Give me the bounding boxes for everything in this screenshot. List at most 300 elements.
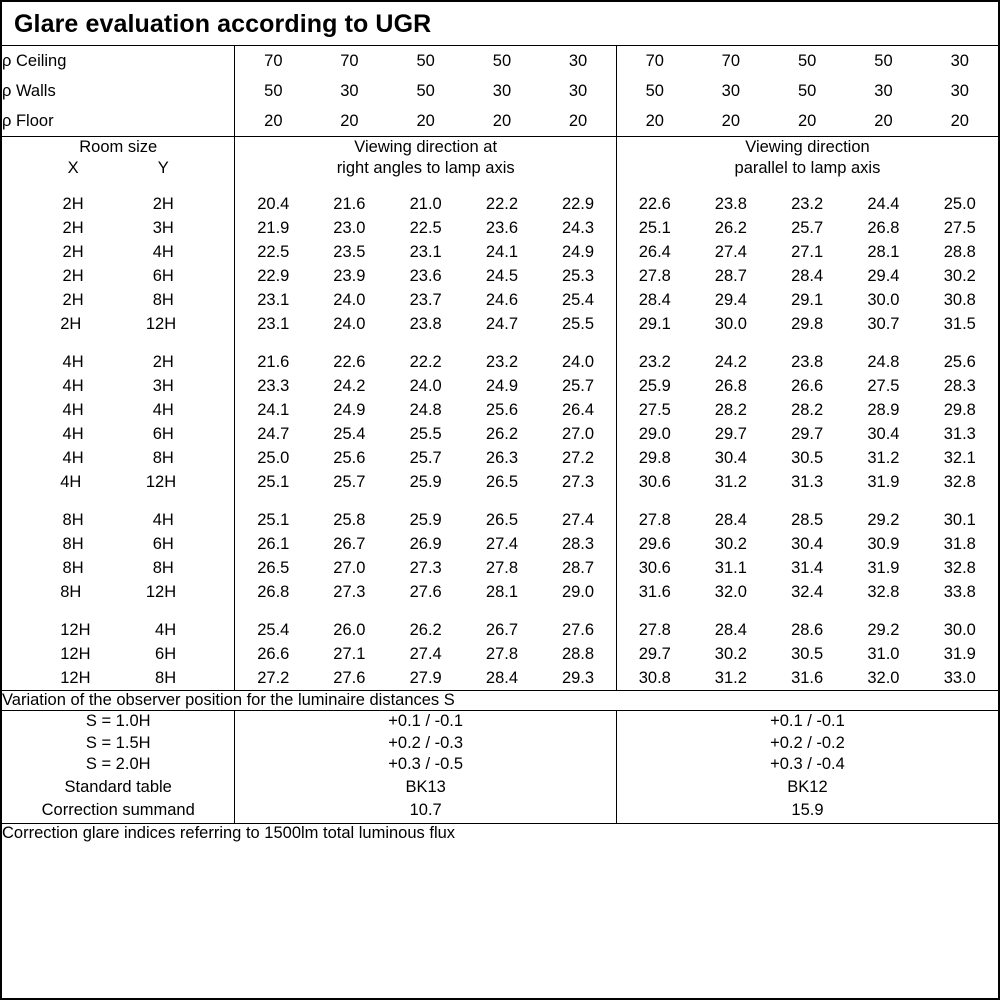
- ugr-value: 31.3: [943, 424, 976, 443]
- room-y: 12H: [145, 314, 177, 333]
- ugr-value: 30.2: [714, 534, 747, 553]
- table-row: [2, 240, 998, 264]
- room-y: 12H: [145, 582, 177, 601]
- ugr-value: 31.9: [867, 472, 900, 491]
- spacer-cell: [845, 604, 921, 618]
- ugr-value: 30.6: [638, 472, 671, 491]
- room-y: 6H: [152, 266, 174, 285]
- ugr-value: 33.8: [943, 582, 976, 601]
- ugr-value: 22.6: [333, 352, 366, 371]
- spacer-cell: [464, 604, 540, 618]
- ugr-value: 33.0: [943, 668, 976, 687]
- room-x: 2H: [62, 266, 84, 285]
- ugr-value: 28.5: [791, 510, 824, 529]
- ugr-value: 27.2: [235, 666, 311, 691]
- walls-value: 30: [874, 81, 893, 100]
- ugr-value: 23.9: [333, 266, 366, 285]
- page-title: Glare evaluation according to UGR: [14, 10, 432, 38]
- ugr-value: 27.6: [540, 618, 616, 642]
- table-row: [2, 642, 998, 666]
- ugr-value: 30.0: [714, 314, 747, 333]
- spacer-cell: [540, 178, 616, 192]
- floor-value: 20: [721, 111, 741, 130]
- ugr-value: 23.7: [409, 290, 442, 309]
- row-label-floor: ρ Floor: [2, 111, 54, 130]
- room-y: 4H: [152, 400, 174, 419]
- footer-note: Correction glare indices referring to 1500lm total luminous flux: [2, 824, 456, 843]
- ugr-value: 27.4: [409, 644, 442, 663]
- room-size-cell: [2, 446, 235, 470]
- ugr-value: 27.4: [714, 242, 747, 261]
- standard-table-label: Standard table: [64, 777, 172, 796]
- room-x: 4H: [60, 472, 82, 491]
- spacer-cell: [311, 336, 387, 350]
- variation-label: S = 1.0H: [85, 712, 151, 731]
- spacer-cell: [922, 494, 998, 508]
- ugr-value: 24.0: [409, 376, 442, 395]
- ceiling-value: 50: [492, 51, 512, 70]
- room-y: 4H: [152, 242, 174, 261]
- ugr-value: 27.3: [333, 582, 366, 601]
- floor-value: 20: [645, 111, 664, 130]
- ugr-value: 25.7: [540, 374, 616, 398]
- ugr-value: 25.8: [333, 510, 366, 529]
- ugr-value: 26.7: [485, 620, 519, 639]
- ugr-value: 31.4: [791, 558, 824, 577]
- ugr-value: 24.1: [235, 398, 311, 422]
- ugr-value: 27.0: [333, 558, 366, 577]
- spacer-row: [2, 604, 998, 618]
- spacer-cell: [540, 336, 616, 350]
- reflectance-row-ceiling: [2, 46, 998, 76]
- ugr-value: 29.1: [791, 290, 824, 309]
- ugr-value: 29.8: [638, 448, 671, 467]
- ugr-value: 26.6: [235, 642, 311, 666]
- ugr-value: 25.5: [409, 424, 442, 443]
- table-row: [2, 374, 998, 398]
- spacer-cell: [693, 178, 769, 192]
- ugr-value: 30.8: [943, 290, 976, 309]
- ugr-value: 26.6: [791, 376, 824, 395]
- ugr-value: 27.0: [540, 422, 616, 446]
- room-x: 2H: [62, 242, 84, 261]
- row-label-ceiling: ρ Ceiling: [2, 51, 67, 70]
- walls-value: 30: [950, 81, 969, 100]
- ceiling-value: 30: [540, 46, 616, 76]
- table-row: [2, 446, 998, 470]
- table-row: [2, 216, 998, 240]
- room-x: 12H: [60, 668, 91, 687]
- ugr-value: 25.4: [333, 424, 366, 443]
- spacer-cell: [311, 178, 387, 192]
- table-row: [2, 350, 998, 374]
- spacer-cell: [388, 178, 464, 192]
- viewing-par-line1: Viewing direction: [745, 138, 870, 156]
- room-y: 4H: [155, 620, 177, 639]
- ugr-value: 27.9: [409, 668, 442, 687]
- room-y: 4H: [152, 510, 174, 529]
- spacer-cell: [845, 178, 921, 192]
- table-row: [2, 264, 998, 288]
- walls-value: 50: [235, 76, 311, 106]
- room-size-cell: [2, 642, 235, 666]
- room-x: 8H: [62, 558, 84, 577]
- ugr-value: 28.1: [867, 242, 900, 261]
- table-row: [2, 288, 998, 312]
- ugr-value: 24.1: [485, 242, 519, 261]
- ceiling-value: 70: [645, 51, 664, 70]
- ugr-value: 26.2: [409, 620, 442, 639]
- spacer-cell: [616, 178, 692, 192]
- ugr-value: 25.7: [409, 448, 442, 467]
- room-size-cell: [2, 288, 235, 312]
- ugr-value: 27.1: [791, 242, 824, 261]
- spacer-cell: [2, 604, 235, 618]
- ugr-value: 31.9: [943, 644, 976, 663]
- ugr-value: 30.9: [867, 534, 900, 553]
- ugr-value: 29.7: [638, 644, 671, 663]
- ugr-value: 26.8: [714, 376, 747, 395]
- ugr-value: 23.1: [235, 312, 311, 336]
- spacer-cell: [2, 178, 235, 192]
- standard-table-perp: BK13: [405, 777, 446, 796]
- ugr-value: 24.0: [540, 350, 616, 374]
- spacer-cell: [311, 604, 387, 618]
- ugr-value: 29.1: [638, 314, 671, 333]
- room-x: 12H: [60, 644, 91, 663]
- spacer-cell: [235, 178, 311, 192]
- ugr-value: 30.6: [638, 558, 671, 577]
- ugr-value: 30.0: [943, 620, 976, 639]
- ugr-value: 27.2: [540, 446, 616, 470]
- walls-value: 30: [540, 76, 616, 106]
- room-size-cell: [2, 422, 235, 446]
- room-size-cell: [2, 398, 235, 422]
- room-y: 12H: [145, 472, 177, 491]
- ugr-value: 24.2: [333, 376, 366, 395]
- ugr-value: 31.2: [714, 668, 747, 687]
- ugr-value: 22.2: [485, 194, 519, 213]
- ugr-value: 23.6: [409, 266, 442, 285]
- ugr-value: 22.9: [540, 192, 616, 216]
- spacer-cell: [616, 604, 692, 618]
- room-x: 8H: [60, 582, 82, 601]
- ugr-value: 25.3: [540, 264, 616, 288]
- room-size-cell: [2, 618, 235, 642]
- ugr-value: 29.8: [943, 400, 976, 419]
- spacer-cell: [388, 604, 464, 618]
- ugr-value: 28.4: [485, 668, 519, 687]
- ugr-value: 24.8: [867, 352, 900, 371]
- ugr-value: 29.0: [540, 580, 616, 604]
- ugr-value: 27.3: [540, 470, 616, 494]
- spacer-cell: [769, 604, 845, 618]
- spacer-cell: [616, 336, 692, 350]
- table-row: [2, 398, 998, 422]
- ugr-value: 28.4: [714, 620, 747, 639]
- room-size-cell: [2, 350, 235, 374]
- ugr-value: 31.5: [943, 314, 976, 333]
- room-x: 4H: [62, 448, 84, 467]
- standard-table-par: BK12: [787, 777, 828, 796]
- room-x: 4H: [62, 352, 84, 371]
- ugr-value: 24.3: [540, 216, 616, 240]
- ugr-value: 29.2: [867, 510, 900, 529]
- floor-value: 20: [874, 111, 893, 130]
- ugr-value: 27.8: [485, 558, 519, 577]
- ugr-value: 32.8: [943, 558, 976, 577]
- spacer-cell: [2, 336, 235, 350]
- ugr-value: 28.8: [943, 242, 976, 261]
- ugr-value: 28.4: [714, 510, 747, 529]
- room-y: 8H: [152, 448, 174, 467]
- ugr-value: 24.2: [714, 352, 747, 371]
- room-size-cell: [2, 216, 235, 240]
- ugr-value: 23.2: [791, 194, 824, 213]
- ugr-value: 23.6: [485, 218, 519, 237]
- ugr-value: 30.2: [943, 266, 976, 285]
- ugr-value: 24.0: [333, 314, 366, 333]
- ugr-value: 29.2: [867, 620, 900, 639]
- standard-perpendicular: [235, 776, 616, 824]
- ugr-value: 24.9: [485, 376, 519, 395]
- variation-labels: [2, 711, 235, 776]
- room-y: 3H: [152, 376, 174, 395]
- ugr-value: 30.8: [638, 668, 671, 687]
- ugr-value: 22.2: [409, 352, 442, 371]
- ugr-value: 26.8: [235, 580, 311, 604]
- ugr-value: 23.8: [409, 314, 442, 333]
- ugr-value: 31.9: [867, 558, 900, 577]
- table-row: [2, 470, 998, 494]
- ugr-value: 28.3: [943, 376, 976, 395]
- room-size-cell: [2, 312, 235, 336]
- spacer-cell: [845, 494, 921, 508]
- ugr-value: 26.2: [714, 218, 747, 237]
- ugr-value: 21.9: [235, 216, 311, 240]
- room-y: 8H: [152, 290, 174, 309]
- ugr-value: 28.4: [791, 266, 824, 285]
- viewing-direction-perpendicular-header: [235, 137, 616, 179]
- spacer-cell: [540, 604, 616, 618]
- walls-value: 50: [416, 81, 435, 100]
- standard-table-row: [2, 776, 998, 824]
- ugr-value: 24.7: [485, 314, 519, 333]
- ugr-value: 25.6: [333, 448, 366, 467]
- table-row: [2, 532, 998, 556]
- ugr-value: 32.0: [714, 582, 747, 601]
- ugr-value: 25.4: [540, 288, 616, 312]
- viewing-perp-line1: Viewing direction at: [354, 138, 498, 156]
- ugr-value: 24.4: [867, 194, 900, 213]
- ugr-value: 25.4: [235, 618, 311, 642]
- spacer-cell: [769, 336, 845, 350]
- floor-value: 20: [950, 111, 969, 130]
- ugr-value: 24.7: [235, 422, 311, 446]
- walls-value: 50: [645, 81, 664, 100]
- ugr-main-table: [2, 46, 998, 843]
- ugr-value: 30.4: [714, 448, 747, 467]
- table-row: [2, 312, 998, 336]
- ugr-value: 23.0: [333, 218, 366, 237]
- ugr-value: 31.6: [791, 668, 824, 687]
- variation-perpendicular: [235, 711, 616, 776]
- ceiling-value: 50: [416, 51, 435, 70]
- room-y: 2H: [152, 194, 174, 213]
- ugr-value: 23.2: [638, 352, 671, 371]
- room-x: 2H: [62, 218, 84, 237]
- ugr-value: 26.5: [235, 556, 311, 580]
- spacer-cell: [464, 178, 540, 192]
- ugr-value: 30.5: [791, 644, 824, 663]
- standard-parallel: [616, 776, 998, 824]
- ugr-value: 30.2: [714, 644, 747, 663]
- ugr-value: 32.0: [867, 668, 900, 687]
- reflectance-row-floor: [2, 106, 998, 137]
- ugr-value: 23.1: [235, 288, 311, 312]
- table-row: [2, 192, 998, 216]
- room-size-cell: [2, 532, 235, 556]
- ugr-value: 26.0: [333, 620, 366, 639]
- spacer-cell: [693, 604, 769, 618]
- ugr-value: 28.6: [791, 620, 824, 639]
- ugr-value: 20.4: [235, 192, 311, 216]
- table-body: [2, 46, 998, 843]
- ugr-value: 31.3: [791, 472, 824, 491]
- ugr-value: 25.9: [638, 376, 671, 395]
- ugr-value: 27.5: [638, 400, 671, 419]
- variation-par-value: +0.3 / -0.4: [770, 755, 845, 774]
- ugr-value: 27.5: [943, 218, 976, 237]
- ugr-value: 31.6: [638, 582, 671, 601]
- variation-label: S = 1.5H: [85, 733, 151, 752]
- room-y: 6H: [152, 424, 174, 443]
- variation-note-row: [2, 691, 998, 711]
- ugr-value: 28.8: [540, 642, 616, 666]
- title-bar: [2, 2, 998, 46]
- ugr-value: 24.8: [409, 400, 442, 419]
- walls-value: 30: [721, 81, 741, 100]
- reflectance-row-walls: [2, 76, 998, 106]
- room-size-cell: [2, 264, 235, 288]
- ugr-value: 24.9: [540, 240, 616, 264]
- variation-perp-value: +0.2 / -0.3: [388, 733, 464, 752]
- room-y: 6H: [152, 534, 174, 553]
- spacer-cell: [769, 494, 845, 508]
- spacer-cell: [922, 178, 998, 192]
- room-x: 8H: [62, 510, 84, 529]
- correction-summand-label: Correction summand: [41, 801, 195, 820]
- ugr-value: 31.2: [714, 472, 747, 491]
- room-y: 8H: [152, 558, 174, 577]
- floor-value: 20: [340, 111, 359, 130]
- ugr-value: 27.8: [638, 620, 671, 639]
- ugr-value: 28.1: [485, 582, 519, 601]
- spacer-cell: [693, 336, 769, 350]
- ugr-value: 32.4: [791, 582, 824, 601]
- ugr-value: 31.8: [943, 534, 976, 553]
- ugr-value: 30.4: [867, 424, 900, 443]
- ugr-value: 29.3: [540, 666, 616, 691]
- room-y: 6H: [155, 644, 177, 663]
- room-y: 2H: [152, 352, 174, 371]
- room-x: 2H: [60, 314, 82, 333]
- ugr-value: 28.3: [540, 532, 616, 556]
- room-x: 8H: [62, 534, 84, 553]
- variation-parallel: [616, 711, 998, 776]
- room-size-cell: [2, 192, 235, 216]
- room-x: 2H: [62, 194, 84, 213]
- walls-value: 50: [797, 81, 817, 100]
- ugr-value: 23.3: [235, 374, 311, 398]
- ugr-value: 30.1: [943, 510, 976, 529]
- spacer-cell: [540, 494, 616, 508]
- spacer-cell: [388, 336, 464, 350]
- ugr-value: 22.5: [409, 218, 442, 237]
- ugr-value: 26.5: [485, 472, 519, 491]
- ugr-value: 27.5: [867, 376, 900, 395]
- ugr-value: 25.5: [540, 312, 616, 336]
- ugr-value: 27.8: [638, 510, 671, 529]
- ugr-value: 23.2: [485, 352, 519, 371]
- standard-labels: [2, 776, 235, 824]
- ugr-value: 23.5: [333, 242, 366, 261]
- ugr-value: 29.4: [714, 290, 747, 309]
- ceiling-value: 70: [721, 51, 741, 70]
- room-size-label: Room size: [79, 138, 158, 156]
- spacer-cell: [464, 494, 540, 508]
- column-group-header-row: [2, 137, 998, 179]
- ceiling-value: 70: [235, 46, 311, 76]
- spacer-cell: [922, 336, 998, 350]
- room-x: 4H: [62, 400, 84, 419]
- variation-perp-value: +0.3 / -0.5: [388, 755, 464, 774]
- room-size-cell: [2, 374, 235, 398]
- ugr-value: 25.0: [235, 446, 311, 470]
- ceiling-value: 50: [874, 51, 893, 70]
- ugr-value: 29.7: [791, 424, 824, 443]
- ugr-value: 25.6: [943, 352, 976, 371]
- room-size-cell: [2, 556, 235, 580]
- spacer-row: [2, 494, 998, 508]
- room-size-cell: [2, 470, 235, 494]
- variation-par-value: +0.1 / -0.1: [770, 712, 845, 731]
- ugr-value: 29.8: [791, 314, 824, 333]
- ugr-value: 25.9: [409, 472, 442, 491]
- ugr-value: 30.7: [867, 314, 900, 333]
- ugr-value: 27.4: [485, 534, 519, 553]
- ugr-value: 32.1: [943, 448, 976, 467]
- spacer-cell: [922, 604, 998, 618]
- room-size-y-label: Y: [157, 158, 169, 177]
- room-size-cell: [2, 666, 235, 691]
- room-size-cell: [2, 508, 235, 532]
- spacer-row: [2, 336, 998, 350]
- ugr-value: 32.8: [867, 582, 900, 601]
- ugr-value: 23.8: [791, 352, 824, 371]
- floor-value: 20: [797, 111, 817, 130]
- ugr-value: 26.9: [409, 534, 442, 553]
- ugr-value: 29.0: [638, 424, 671, 443]
- ugr-value: 29.4: [867, 266, 900, 285]
- ugr-value: 26.7: [333, 534, 366, 553]
- spacer-cell: [235, 336, 311, 350]
- footer-row: [2, 824, 998, 844]
- room-size-header: [2, 137, 235, 179]
- ugr-value: 27.6: [409, 582, 442, 601]
- ugr-value: 31.0: [867, 644, 900, 663]
- ugr-value: 21.6: [333, 194, 366, 213]
